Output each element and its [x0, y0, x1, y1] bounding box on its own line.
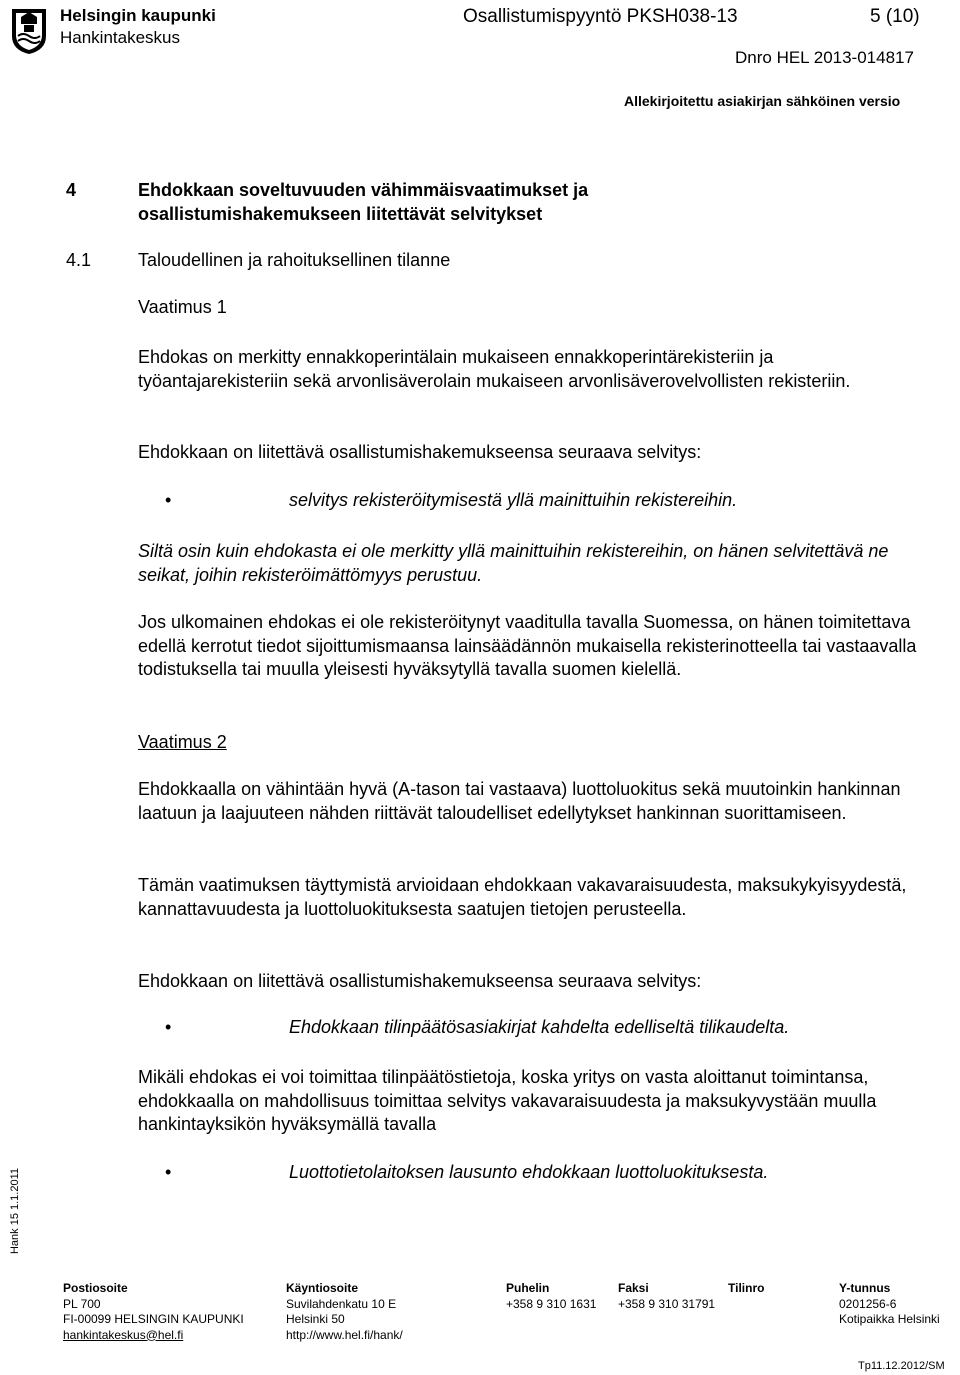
- page-number: 5 (10): [870, 6, 920, 27]
- requirement-1-note: Siltä osin kuin ehdokasta ei ole merkitty yllä mainittuihin rekistereihin, on hänen selvitettävä ne seikat, joihin rekisteröimättömyys perustuu.: [138, 541, 889, 585]
- footer-business-id-column: [839, 1281, 940, 1328]
- footer-fax-number: +358 9 310 31791: [618, 1296, 716, 1311]
- section-4-1-heading: [66, 250, 450, 271]
- footer-postal-line1: PL 700: [63, 1296, 101, 1311]
- form-code-side-text: Hank 15 1.1.2011: [9, 1167, 22, 1255]
- footer-phone-column: [506, 1281, 596, 1312]
- section-4-1-number: 4.1: [66, 250, 92, 270]
- document-type: Osallistumispyyntö PKSH038-13: [463, 6, 738, 27]
- footer-fax-column: [618, 1281, 715, 1312]
- footer-postal-label: Postiosoite: [63, 1281, 128, 1295]
- footer-visit-column: [286, 1281, 403, 1343]
- footer-business-id: 0201256-6: [839, 1296, 897, 1311]
- requirement-1-attach-intro: Ehdokkaan on liitettävä osallistumishakemukseensa seuraava selvitys:: [138, 442, 702, 462]
- section-4-heading: [66, 178, 588, 226]
- requirement-2-assessment: Tämän vaatimuksen täyttymistä arvioidaan ehdokkaan vakavaraisuudesta, maksukykyisyydestä, kannattavuudesta ja luottoluokituksesta saatujen tietojen perusteella.: [138, 875, 907, 919]
- footer-business-id-label: Y-tunnus: [839, 1281, 891, 1295]
- requirement-2-heading: Vaatimus 2: [138, 732, 227, 752]
- org-unit: Hankintakeskus: [60, 28, 181, 47]
- footer-account-label: Tilinro: [728, 1281, 765, 1295]
- bullet-marker: •: [165, 1162, 172, 1182]
- section-4-number: 4: [66, 180, 77, 200]
- footer-account-column: [728, 1281, 764, 1297]
- requirement-2-alternative: Mikäli ehdokas ei voi toimittaa tilinpäätöstietoja, koska yritys on vasta aloittanut toimintansa, ehdokkaalla on mahdollisuus toimittaa selvitys vakavaraisuudesta ja maksukyvystään muulla hankintayksikön hyväksymällä tavalla: [138, 1067, 877, 1134]
- footer-website-link[interactable]: http://www.hel.fi/hank/: [286, 1327, 403, 1342]
- footer-email-link[interactable]: hankintakeskus@hel.fi: [63, 1327, 184, 1342]
- footer-visit-line2: Helsinki 50: [286, 1312, 345, 1326]
- org-name: Helsingin kaupunki: [60, 6, 216, 25]
- requirement-1-foreign-text: Jos ulkomainen ehdokas ei ole rekisteröitynyt vaaditulla tavalla Suomessa, on hänen toimitettava edellä kerrotut tiedot sijoittumismaansa lainsäädännön mukaisella rekisterinotteella tai vastaavalla todistuksella tai muulla yleisesti hyväksytyllä tavalla suomen kielellä.: [138, 612, 917, 679]
- footer-phone-number: +358 9 310 1631: [506, 1296, 597, 1311]
- requirement-2-bullet-2: Luottotietolaitoksen lausunto ehdokkaan luottoluokituksesta.: [289, 1162, 769, 1182]
- requirement-2-text: Ehdokkaalla on vähintään hyvä (A-tason tai vastaava) luottoluokitus sekä muutoinkin hankinnan laatuun ja laajuuteen nähden riittävät taloudelliset edellytykset hankinnan suorittamiseen.: [138, 779, 901, 823]
- signed-version-note: Allekirjoitettu asiakirjan sähköinen versio: [624, 93, 901, 109]
- footer-phone-label: Puhelin: [506, 1281, 550, 1295]
- section-4-1-title: Taloudellinen ja rahoituksellinen tilanne: [138, 250, 451, 270]
- footer-visit-label: Käyntiosoite: [286, 1281, 359, 1295]
- section-4-title-line1: Ehdokkaan soveltuvuuden vähimmäisvaatimukset ja: [138, 180, 589, 200]
- footer-postal-line2: FI-00099 HELSINGIN KAUPUNKI: [63, 1312, 244, 1326]
- requirement-1-text: Ehdokas on merkitty ennakkoperintälain mukaiseen ennakkoperintärekisteriin ja työantajarekisteriin sekä arvonlisäverolain mukaiseen arvonlisäverovelvollisten rekisteriin.: [138, 347, 851, 391]
- requirement-2-bullet-1: Ehdokkaan tilinpäätösasiakirjat kahdelta edelliseltä tilikaudelta.: [289, 1017, 790, 1037]
- requirement-1-bullet: selvitys rekisteröitymisestä yllä mainittuihin rekistereihin.: [289, 490, 738, 510]
- footer-template-reference: Tp11.12.2012/SM: [858, 1360, 945, 1372]
- footer-visit-line1: Suvilahdenkatu 10 E: [286, 1296, 397, 1311]
- helsinki-coat-of-arms-logo: [8, 6, 50, 56]
- section-4-title-line2: osallistumishakemukseen liitettävät selvitykset: [138, 204, 543, 224]
- bullet-marker: •: [165, 1017, 172, 1037]
- diary-number: Dnro HEL 2013-014817: [735, 48, 914, 67]
- requirement-1-heading: Vaatimus 1: [138, 297, 227, 317]
- requirement-2-attach-intro: Ehdokkaan on liitettävä osallistumishakemukseensa seuraava selvitys:: [138, 971, 702, 991]
- footer-domicile: Kotipaikka Helsinki: [839, 1312, 940, 1326]
- bullet-marker: •: [165, 490, 172, 510]
- footer-fax-label: Faksi: [618, 1281, 649, 1295]
- footer-postal-column: [63, 1281, 244, 1343]
